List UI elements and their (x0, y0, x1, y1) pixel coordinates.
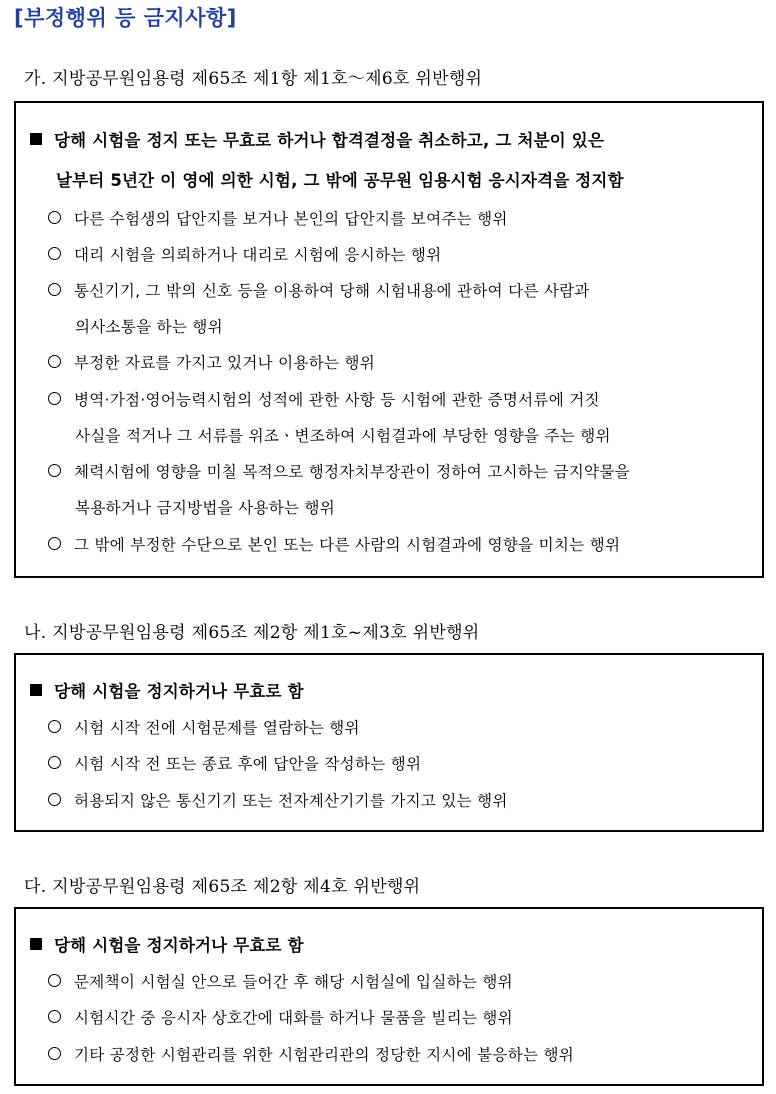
rule-statement: 당해 시험을 정지하거나 무효로 함 (30, 678, 304, 702)
rule-statement-continued: 날부터 5년간 이 영에 의한 시험, 그 밖에 공무원 임용시험 응시자격을 정지함 (56, 171, 624, 190)
list-item: 통신기기, 그 밖의 신호 등을 이용하여 당해 시험내용에 관하여 다른 사람과 (48, 279, 590, 301)
circle-bullet-icon (48, 283, 61, 296)
list-item: 체력시험에 영향을 미칠 목적으로 행정자치부장관이 정하여 고시하는 금지약물을 (48, 460, 630, 482)
list-item-continued: 의사소통을 하는 행위 (75, 318, 223, 336)
circle-bullet-icon (48, 247, 61, 260)
section-heading-na: 나. 지방공무원임용령 제65조 제2항 제1호~제3호 위반행위 (24, 623, 480, 643)
square-bullet-icon (30, 938, 42, 950)
list-item-continued: 복용하거나 금지방법을 사용하는 행위 (75, 499, 336, 517)
circle-bullet-icon (48, 537, 61, 550)
circle-bullet-icon (48, 756, 61, 769)
list-item: 허용되지 않은 통신기기 또는 전자계산기기를 가지고 있는 행위 (48, 789, 508, 811)
list-item: 부정한 자료를 가지고 있거나 이용하는 행위 (48, 351, 375, 373)
square-bullet-icon (30, 684, 42, 696)
section-box-na (14, 653, 764, 832)
rule-statement: 당해 시험을 정지 또는 무효로 하거나 합격결정을 취소하고, 그 처분이 있은 (30, 127, 604, 151)
circle-bullet-icon (48, 793, 61, 806)
list-item: 문제책이 시험실 안으로 들어간 후 해당 시험실에 입실하는 행위 (48, 970, 513, 992)
list-item: 병역·가점·영어능력시험의 성적에 관한 사항 등 시험에 관한 증명서류에 거짓 (48, 388, 600, 410)
circle-bullet-icon (48, 974, 61, 987)
circle-bullet-icon (48, 1010, 61, 1023)
section-box-ga (14, 101, 764, 578)
section-heading-ga: 가. 지방공무원임용령 제65조 제1항 제1호～제6호 위반행위 (24, 69, 483, 89)
list-item: 시험 시작 전 또는 종료 후에 답안을 작성하는 행위 (48, 752, 421, 774)
list-item: 다른 수험생의 답안지를 보거나 본인의 답안지를 보여주는 행위 (48, 207, 508, 229)
list-item: 시험시간 중 응시자 상호간에 대화를 하거나 물품을 빌리는 행위 (48, 1006, 513, 1028)
square-bullet-icon (30, 133, 42, 145)
circle-bullet-icon (48, 392, 61, 405)
circle-bullet-icon (48, 211, 61, 224)
page-title: [부정행위 등 금지사항] (14, 6, 237, 30)
list-item: 그 밖에 부정한 수단으로 본인 또는 다른 사람의 시험결과에 영향을 미치는 행위 (48, 533, 620, 555)
circle-bullet-icon (48, 1047, 61, 1060)
rule-statement: 당해 시험을 정지하거나 무효로 함 (30, 932, 304, 956)
section-box-da (14, 907, 764, 1086)
circle-bullet-icon (48, 720, 61, 733)
list-item: 시험 시작 전에 시험문제를 열람하는 행위 (48, 716, 360, 738)
list-item: 대리 시험을 의뢰하거나 대리로 시험에 응시하는 행위 (48, 243, 441, 265)
list-item: 기타 공정한 시험관리를 위한 시험관리관의 정당한 지시에 불응하는 행위 (48, 1043, 574, 1065)
section-heading-da: 다. 지방공무원임용령 제65조 제2항 제4호 위반행위 (24, 877, 421, 897)
circle-bullet-icon (48, 355, 61, 368)
list-item-continued: 사실을 적거나 그 서류를 위조ㆍ변조하여 시험결과에 부당한 영향을 주는 행위 (75, 427, 611, 445)
circle-bullet-icon (48, 464, 61, 477)
